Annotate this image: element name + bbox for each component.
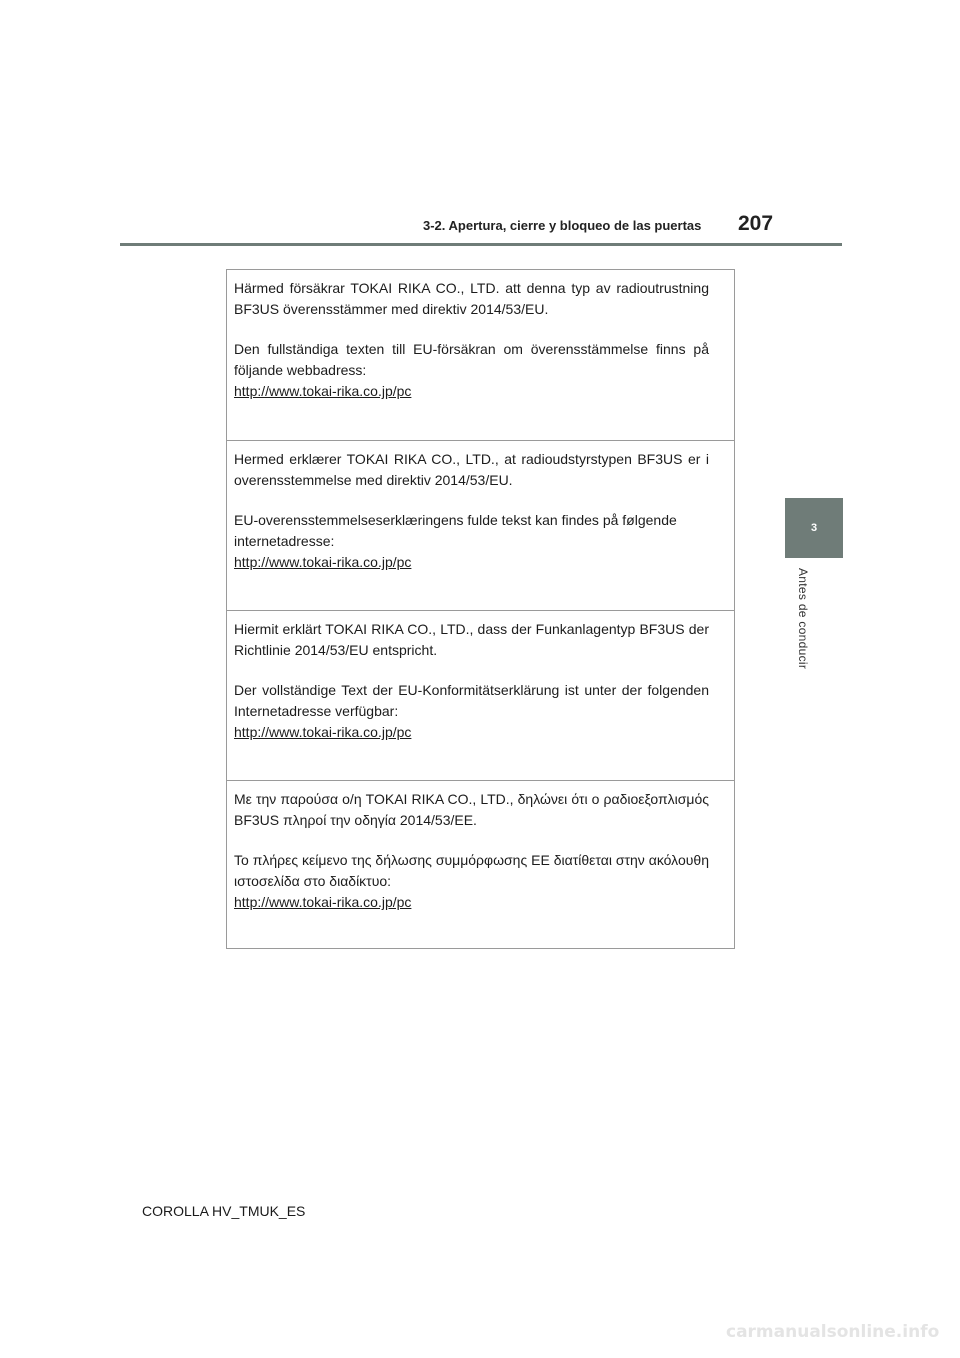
declaration-fulltext-note: Το πλήρες κείμενο της δήλωσης συμμόρφωσης ΕΕ διατίθεται στην ακόλουθη ιστοσελίδα στο διαδίκτυο: bbox=[234, 852, 709, 889]
header-divider bbox=[120, 243, 842, 246]
declaration-link[interactable]: http://www.tokai-rika.co.jp/pc bbox=[234, 383, 412, 399]
declaration-swedish bbox=[227, 270, 734, 440]
chapter-tab bbox=[785, 498, 843, 558]
section-title: 3-2. Apertura, cierre y bloqueo de las puertas bbox=[423, 218, 702, 233]
watermark: carmanualsonline.info bbox=[726, 1322, 940, 1342]
declaration-link[interactable]: http://www.tokai-rika.co.jp/pc bbox=[234, 724, 412, 740]
model-code: COROLLA HV_TMUK_ES bbox=[142, 1203, 306, 1219]
declaration-statement: Hermed erklærer TOKAI RIKA CO., LTD., at radioudstyrstypen BF3US er i overensstemmelse med direktiv 2014/53/EU. bbox=[234, 451, 709, 488]
declaration-statement: Hiermit erklärt TOKAI RIKA CO., LTD., dass der Funkanlagentyp BF3US der Richtlinie 2014/53/EU entspricht. bbox=[234, 621, 709, 658]
chapter-number: 3 bbox=[810, 522, 818, 534]
declaration-danish bbox=[227, 440, 734, 610]
declaration-link[interactable]: http://www.tokai-rika.co.jp/pc bbox=[234, 554, 412, 570]
page-number: 207 bbox=[738, 212, 774, 235]
declaration-greek bbox=[227, 780, 734, 950]
declaration-statement: Härmed försäkrar TOKAI RIKA CO., LTD. att denna typ av radioutrustning BF3US överensstämmer med direktiv 2014/53/EU. bbox=[234, 280, 709, 317]
declaration-german bbox=[227, 610, 734, 780]
declaration-fulltext-note: Den fullständiga texten till EU-försäkran om överensstämmelse finns på följande webbadress: bbox=[234, 341, 709, 378]
declaration-fulltext-note: Der vollständige Text der EU-Konformitätserklärung ist unter der folgenden Internetadresse verfügbar: bbox=[234, 682, 709, 719]
declaration-statement: Με την παρούσα ο/η TOKAI RIKA CO., LTD., δηλώνει ότι ο ραδιοεξοπλισμός BF3US πληροί την οδηγία 2014/53/ΕΕ. bbox=[234, 791, 709, 828]
declaration-fulltext-note: EU-overensstemmelseserklæringens fulde tekst kan findes på følgende internetadresse: bbox=[234, 512, 677, 549]
chapter-label: Antes de conducir bbox=[796, 568, 810, 670]
declaration-box bbox=[226, 269, 735, 949]
declaration-link[interactable]: http://www.tokai-rika.co.jp/pc bbox=[234, 894, 412, 910]
